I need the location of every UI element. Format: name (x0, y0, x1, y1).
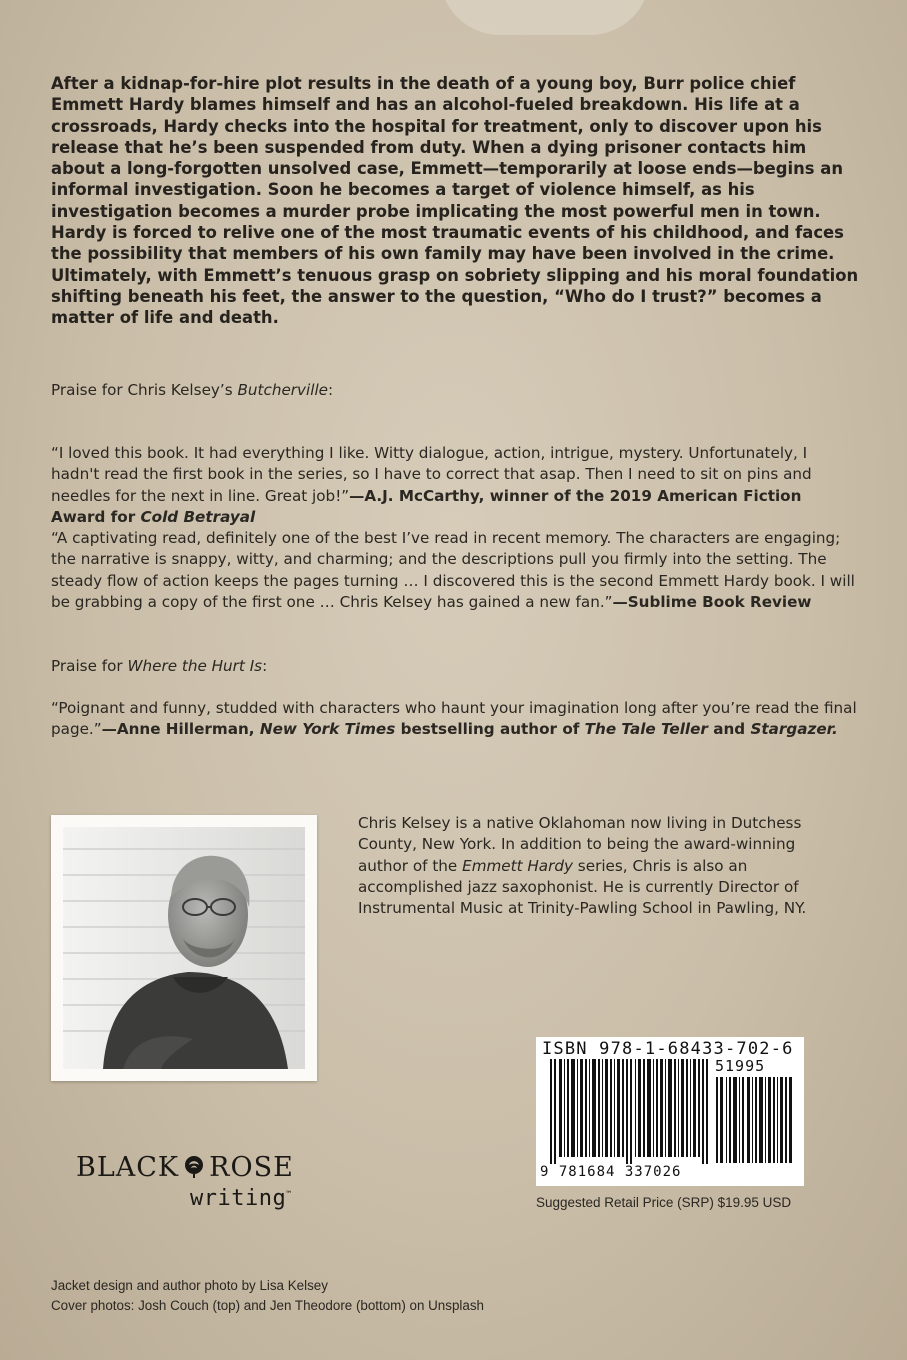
design-credits (51, 1276, 484, 1315)
isbn-number: ISBN 978-1-68433-702-6 (542, 1039, 794, 1059)
barcode-bars (550, 1059, 710, 1164)
review-quote-sublime: “A captivating read, definitely one of the best I’ve read in recent memory. The characters are engaging; the narrative is snappy, witty, and charming; and the descriptions pull you firmly into the setting. The steady flow of action keeps the pages turning … I discovered this is the second Emmett Hardy book. I will be grabbing a copy of the first one … Chris Kelsey has gained a new fan.”—Sublime Book Review (51, 529, 855, 611)
author-portrait-illustration (63, 827, 305, 1069)
praise-heading-where-the-hurt-is: Praise for Where the Hurt Is: (51, 657, 268, 675)
praise-heading-butcherville: Praise for Chris Kelsey’s Butcherville: (51, 381, 334, 399)
publisher-logo (76, 1152, 316, 1222)
review-quote-mccarthy: “I loved this book. It had everything I like. Witty dialogue, action, intrigue, mystery. Unfortunately, I hadn't read the first book in the series, so I have to correct that asap. Then I need to sit on pins and needles for the next in line. Great job!”—A.J. McCarthy, winner of the 2019 American Fiction Award for Cold Betrayal (51, 444, 812, 526)
author-photo (63, 827, 305, 1069)
synopsis-blurb: After a kidnap-for-hire plot results in the death of a young boy, Burr police chief Emmett Hardy blames himself and has an alcohol-fueled breakdown. His life at a crossroads, Hardy checks into the hospital for treatment, only to discover upon his release that he’s been suspended from duty. When a dying prisoner contacts him about a long-forgotten unsolved case, Emmett—temporarily at loose ends—begins an informal investigation. Soon he becomes a target of violence himself, as his investigation becomes a murder probe implicating the most powerful men in town. Hardy is forced to relive one of the most traumatic events of his childhood, and faces the possibility that members of his own family may have been involved in the crime. Ultimately, with Emmett’s tenuous grasp on sobriety slipping and his moral foundation shifting beneath his feet, the answer to the question, “Who do I trust?” becomes a matter of life and death. (51, 74, 859, 328)
rose-icon (182, 1154, 206, 1178)
barcode-digits: 9 781684 337026 (540, 1164, 682, 1180)
isbn-barcode (536, 1037, 804, 1186)
credit-line-jacket: Jacket design and author photo by Lisa Kelsey (51, 1278, 328, 1293)
credit-line-cover-photos: Cover photos: Josh Couch (top) and Jen Theodore (bottom) on Unsplash (51, 1297, 484, 1313)
publisher-name: BLACK ROSE (76, 1152, 294, 1183)
review-quote-hillerman: “Poignant and funny, studded with characters who haunt your imagination long after you’re read the final page.”—Anne Hillerman, New York Times bestselling author of The Tale Teller and Stargazer. (51, 699, 857, 739)
author-bio: Chris Kelsey is a native Oklahoman now living in Dutchess County, New York. In addition to being the award-winning author of the Emmett Hardy series, Chris is also an accomplished jazz saxophonist. He is currently Director of Instrumental Music at Trinity-Pawling School in Pawling, NY. (358, 814, 807, 918)
publisher-subname: writing™ (190, 1186, 292, 1211)
author-photo-frame (51, 815, 317, 1081)
top-decoration (440, 0, 650, 35)
price-code: 51995 (715, 1057, 766, 1075)
price-addon-bars (716, 1077, 794, 1163)
suggested-retail-price: Suggested Retail Price (SRP) $19.95 USD (536, 1195, 792, 1210)
